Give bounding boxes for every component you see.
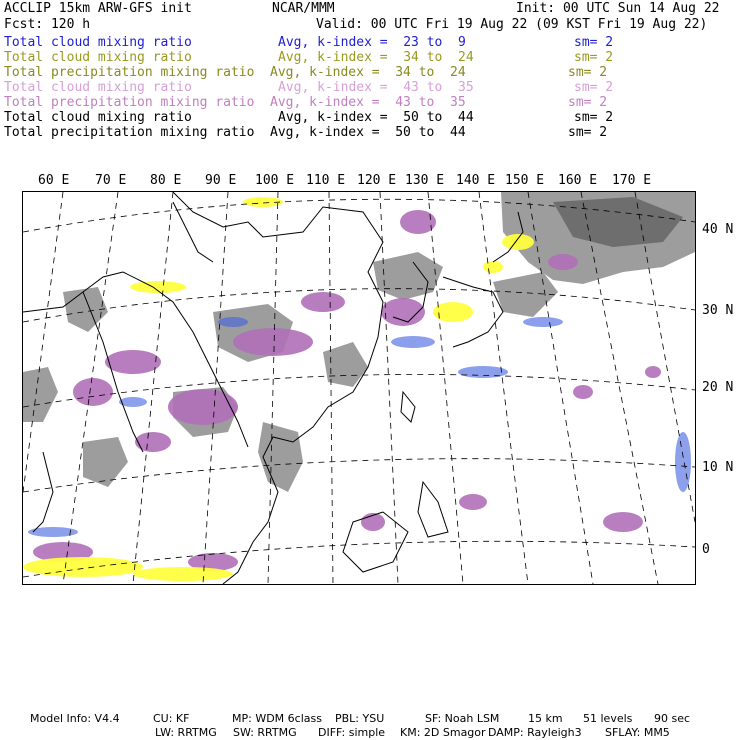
lon-label: 130 E <box>405 173 445 188</box>
field-avg: Avg, k-index = 34 to 24 <box>270 65 466 80</box>
field-name: Total cloud mixing ratio <box>4 50 192 65</box>
lon-label: 140 E <box>456 173 496 188</box>
field-name: Total precipitation mixing ratio <box>4 65 255 80</box>
resolution: 15 km <box>528 712 563 725</box>
damp-scheme: DAMP: Rayleigh3 <box>488 726 582 739</box>
init-time: Init: 00 UTC Sun 14 Aug 22 <box>516 1 720 16</box>
field-sm: sm= 2 <box>574 35 614 50</box>
field-sm: sm= 2 <box>568 95 608 110</box>
lon-label: 80 E <box>150 173 182 188</box>
title-left: ACCLIP 15km ARW-GFS init <box>4 1 192 16</box>
field-name: Total cloud mixing ratio <box>4 80 192 95</box>
lon-label: 120 E <box>357 173 397 188</box>
pbl-scheme: PBL: YSU <box>335 712 385 725</box>
field-avg: Avg, k-index = 50 to 44 <box>278 110 474 125</box>
field-sm: sm= 2 <box>568 65 608 80</box>
field-name: Total precipitation mixing ratio <box>4 125 255 140</box>
field-avg: Avg, k-index = 43 to 35 <box>278 80 474 95</box>
valid-time: Valid: 00 UTC Fri 19 Aug 22 (09 KST Fri 19 Aug 22) <box>316 17 708 32</box>
lat-label: 10 N <box>702 460 734 475</box>
km-scheme: KM: 2D Smagor <box>400 726 486 739</box>
map-canvas <box>23 192 695 584</box>
sflay-scheme: SFLAY: MM5 <box>605 726 670 739</box>
lon-label: 100 E <box>255 173 295 188</box>
lon-label: 150 E <box>505 173 545 188</box>
lon-label: 110 E <box>306 173 346 188</box>
field-avg: Avg, k-index = 23 to 9 <box>278 35 466 50</box>
sw-scheme: SW: RRTMG <box>233 726 297 739</box>
field-sm: sm= 2 <box>574 80 614 95</box>
field-sm: sm= 2 <box>574 50 614 65</box>
mp-scheme: MP: WDM 6class <box>232 712 322 725</box>
sf-scheme: SF: Noah LSM <box>425 712 500 725</box>
diff-scheme: DIFF: simple <box>318 726 386 739</box>
field-sm: sm= 2 <box>568 125 608 140</box>
lon-label: 70 E <box>95 173 127 188</box>
field-avg: Avg, k-index = 50 to 44 <box>270 125 466 140</box>
field-name: Total cloud mixing ratio <box>4 35 192 50</box>
lon-label: 90 E <box>205 173 237 188</box>
forecast-hour: Fcst: 120 h <box>4 17 91 32</box>
lon-label: 160 E <box>558 173 598 188</box>
cu-scheme: CU: KF <box>153 712 190 725</box>
lon-label: 170 E <box>612 173 652 188</box>
model-info: Model Info: V4.4 <box>30 712 120 725</box>
lat-label: 30 N <box>702 303 734 318</box>
map-panel <box>22 191 696 585</box>
timestep: 90 sec <box>654 712 691 725</box>
field-name: Total cloud mixing ratio <box>4 110 192 125</box>
lw-scheme: LW: RRTMG <box>155 726 217 739</box>
field-avg: Avg, k-index = 43 to 35 <box>270 95 466 110</box>
field-sm: sm= 2 <box>574 110 614 125</box>
lat-label: 40 N <box>702 222 734 237</box>
field-avg: Avg, k-index = 34 to 24 <box>278 50 474 65</box>
title-center: NCAR/MMM <box>272 1 335 16</box>
field-name: Total precipitation mixing ratio <box>4 95 255 110</box>
lat-label: 20 N <box>702 380 734 395</box>
levels: 51 levels <box>583 712 633 725</box>
lon-label: 60 E <box>38 173 70 188</box>
lat-label: 0 <box>702 542 710 557</box>
